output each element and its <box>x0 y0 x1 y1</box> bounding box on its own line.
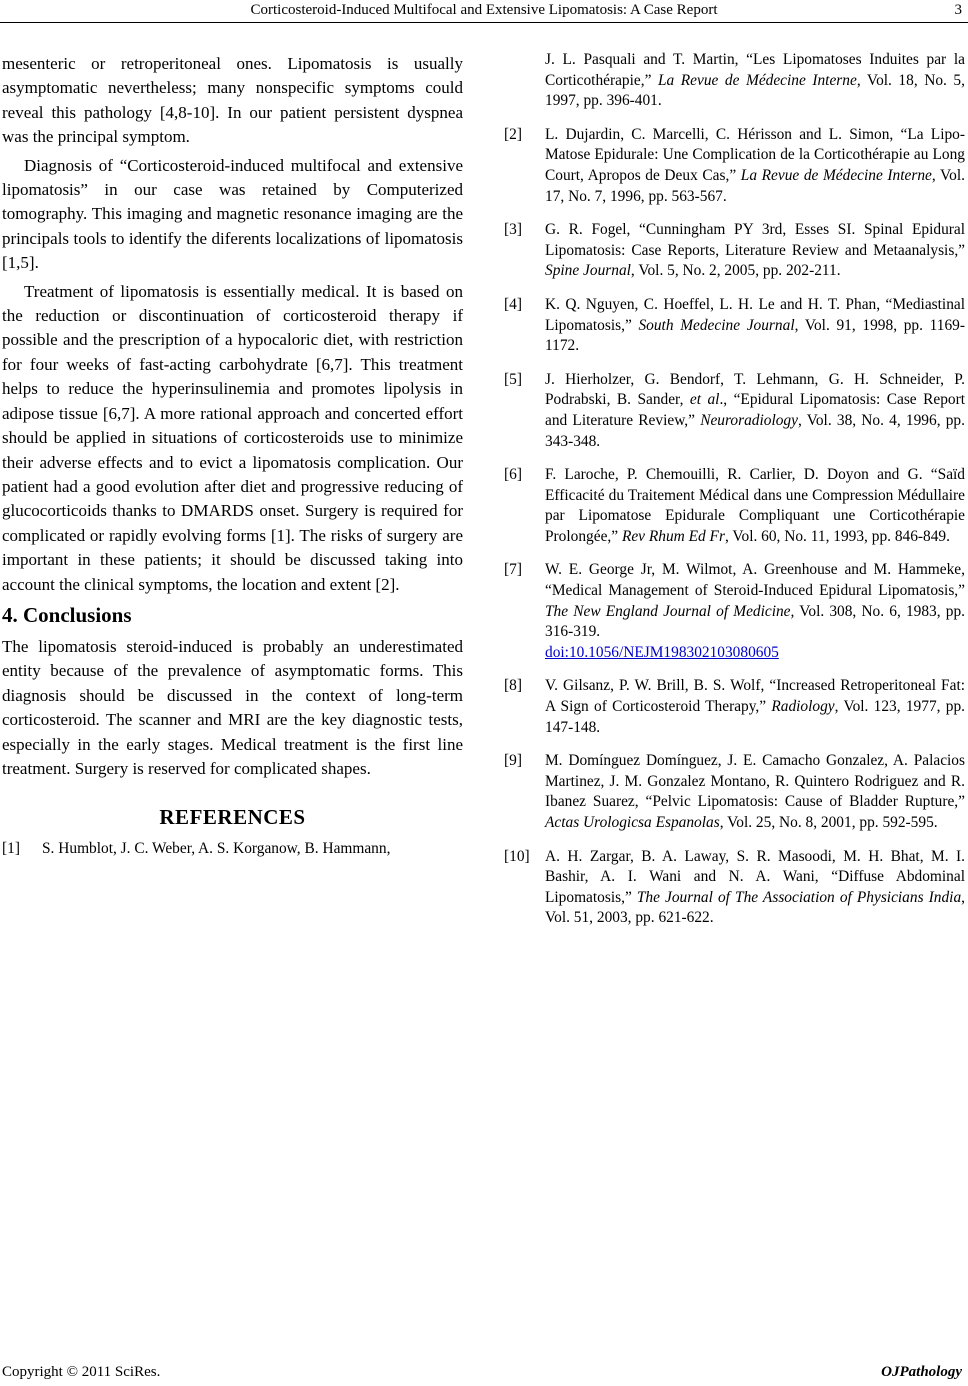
reference-text: K. Q. Nguyen, C. Hoeffel, L. H. Le and H. T. Phan, “Mediastinal Lipomatosis,” <box>545 295 965 334</box>
reference-number: [1] <box>2 840 20 858</box>
reference-number: [3] <box>504 221 522 239</box>
reference-text: J. Hierholzer, G. Bendorf, T. Lehmann, G. H. Schneider, P. Podrabski, B. Sander, <box>545 370 965 409</box>
reference-item-continued <box>504 50 965 112</box>
reference-item <box>504 370 965 452</box>
reference-details: , Vol. 123, 1977, pp. 147-148. <box>545 698 965 736</box>
reference-journal: La Revue de Médecine Interne <box>740 166 932 184</box>
reference-text: A. H. Zargar, B. A. Laway, S. R. Masoodi, M. H. Bhat, M. I. Bashir, A. I. Wani and N. A. Wani, “Diffuse Abdominal Lipomatosis,” <box>545 847 965 906</box>
reference-etal: et al <box>689 391 720 409</box>
reference-journal: South Medecine Journal <box>638 316 795 334</box>
reference-details: , Vol. 25, No. 8, 2001, pp. 592-595. <box>719 814 938 831</box>
body-paragraph: Treatment of lipomatosis is essentially medical. It is based on the reduction or discontinuation of corticosteroid therapy if possible and the prescription of a hypocaloric diet, with restriction for four weeks of fast-acting carbohydrate [6,7]. This treatment helps to reduce the hyperinsulinemia and promotes lipolysis in adipose tissue [6,7]. A more rational approach and concerted effort should be applied in situations of corticosteroids use to minimize their adverse effects and to evict a lipomatosis complication. Our patient had a good evolution after diet and progressive reducing of glucocorticoids thanks to DMARDS onset. Surgery is required for complicated or rapidly evolving forms [1]. The risks of surgery are important in these patients; it should be discussed taking into account the clinical symptoms, the location and extent [2]. <box>2 281 463 594</box>
reference-item <box>504 560 965 663</box>
references-heading: REFERENCES <box>159 805 306 830</box>
reference-journal: The Journal of The Association of Physicians India <box>636 888 962 906</box>
reference-item <box>504 847 965 929</box>
reference-item <box>504 220 965 282</box>
body-paragraph: Diagnosis of “Corticosteroid-induced multifocal and extensive lipomatosis” in our case was retained by Computerized tomography. This imaging and magnetic resonance imaging are the principals tools to identify the diferents localizations of lipomatosis [1,5]. <box>2 155 463 273</box>
reference-details: , Vol. 51, 2003, pp. 621-622. <box>545 888 965 927</box>
reference-number: [5] <box>504 370 522 388</box>
reference-text: W. E. George Jr, M. Wilmot, A. Greenhouse and M. Hammeke, “Medical Management of Steroid-Induced Epidural Lipomatosis,” <box>545 561 965 600</box>
reference-item <box>504 295 965 357</box>
page-footer <box>0 1364 968 1386</box>
reference-journal: Actas Urologicsa Espanolas <box>545 814 720 831</box>
reference-text: G. R. Fogel, “Cunningham PY 3rd, Esses SI. Spinal Epidural Lipomatosis: Case Reports, Literature Review and Metaanalysis,” <box>545 221 965 259</box>
journal-name: OJPathology <box>881 1364 962 1380</box>
reference-details: , Vol. 17, No. 7, 1996, pp. 563-567. <box>545 166 965 205</box>
conclusions-paragraph: The lipomatosis steroid-induced is probably an underestimated entity because of the prevalence of asymptomatic forms. This diagnosis should be discussed in the context of long-term corticosteroid. The scanner and MRI are the key diagnostic tests, especially in the early stages. Medical treatment is the first line treatment. Surgery is reserved for complicated shapes. <box>2 636 463 778</box>
reference-details: , Vol. 91, 1998, pp. 1169-1172. <box>545 316 965 355</box>
reference-journal: Spine Journal <box>545 262 631 280</box>
reference-item <box>504 751 965 833</box>
reference-details: , Vol. 38, No. 4, 1996, pp. 343-348. <box>545 411 965 450</box>
doi-link[interactable]: doi:10.1056/NEJM198302103080605 <box>545 643 779 661</box>
reference-number: [8] <box>504 677 522 695</box>
reference-item <box>504 125 965 207</box>
reference-item <box>504 676 965 738</box>
page-number: 3 <box>954 2 962 18</box>
reference-journal: La Revue de Médecine Interne <box>657 71 857 89</box>
reference-text: J. L. Pasquali and T. Martin, “Les Lipomatoses Induites par la Corticothérapie,” <box>545 51 965 89</box>
reference-number: [10] <box>504 847 530 865</box>
reference-number: [6] <box>504 466 522 484</box>
reference-text: M. Domínguez Domínguez, J. E. Camacho Gonzalez, A. Palacios Martinez, J. M. Gonzalez Montano, R. Quintero Rodriguez and R. Ibanez Suarez, “Pelvic Lipomatosis: Cause of Bladder Rupture,” <box>545 752 965 811</box>
reference-text: ., “Epidural Lipomatosis: Case Report and Literature Review,” <box>545 391 965 429</box>
reference-number: [9] <box>504 752 522 770</box>
reference-item <box>2 839 463 860</box>
reference-journal: Rev Rhum Ed Fr <box>621 527 725 545</box>
reference-text: L. Dujardin, C. Marcelli, C. Hérisson and L. Simon, “La Lipo-Matose Epidurale: Une Complication de la Corticothérapie au Long Court, Apropos de Deux Cas,” <box>545 125 965 184</box>
left-column <box>2 52 463 860</box>
copyright-notice: Copyright © 2011 SciRes. <box>2 1364 161 1380</box>
reference-details: Vol. 308, No. 6, 1983, pp. 316-319. <box>545 602 965 641</box>
section-heading-conclusions: 4. Conclusions <box>2 602 132 627</box>
reference-number: [7] <box>504 561 522 579</box>
reference-item <box>504 465 965 547</box>
running-title: Corticosteroid-Induced Multifocal and Extensive Lipomatosis: A Case Report <box>250 2 718 18</box>
right-column <box>504 50 965 942</box>
reference-text: F. Laroche, P. Chemouilli, R. Carlier, D. Doyon and G. “Saïd Efficacité du Traitement Médical dans une Compression Médullaire par Lipomatose Epidurale Compliquant une Corticothérapie Prolongée,” <box>545 466 965 545</box>
reference-text: V. Gilsanz, P. W. Brill, B. S. Wolf, “Increased Retroperitoneal Fat: A Sign of Corticosteroid Therapy,” <box>545 677 965 716</box>
reference-journal: Neuroradiology <box>700 411 798 429</box>
reference-number: [2] <box>504 125 522 143</box>
reference-details: , Vol. 60, No. 11, 1993, pp. 846-849. <box>724 527 950 545</box>
reference-text: S. Humblot, J. C. Weber, A. S. Korganow, B. Hammann, <box>42 840 391 858</box>
body-paragraph: mesenteric or retroperitoneal ones. Lipomatosis is usually asymptomatic nevertheless; many nonspecific symptoms could reveal this pathology [4,8-10]. In our patient persistent dyspnea was the principal symptom. <box>2 54 463 147</box>
page-header <box>0 2 968 24</box>
reference-journal: Radiology <box>771 698 835 716</box>
reference-details: , Vol. 18, No. 5, 1997, pp. 396-401. <box>545 71 965 110</box>
reference-journal: The New England Journal of Medicine, <box>545 602 795 620</box>
reference-details: , Vol. 5, No. 2, 2005, pp. 202-211. <box>630 262 841 280</box>
reference-number: [4] <box>504 295 522 313</box>
header-rule <box>0 22 968 23</box>
